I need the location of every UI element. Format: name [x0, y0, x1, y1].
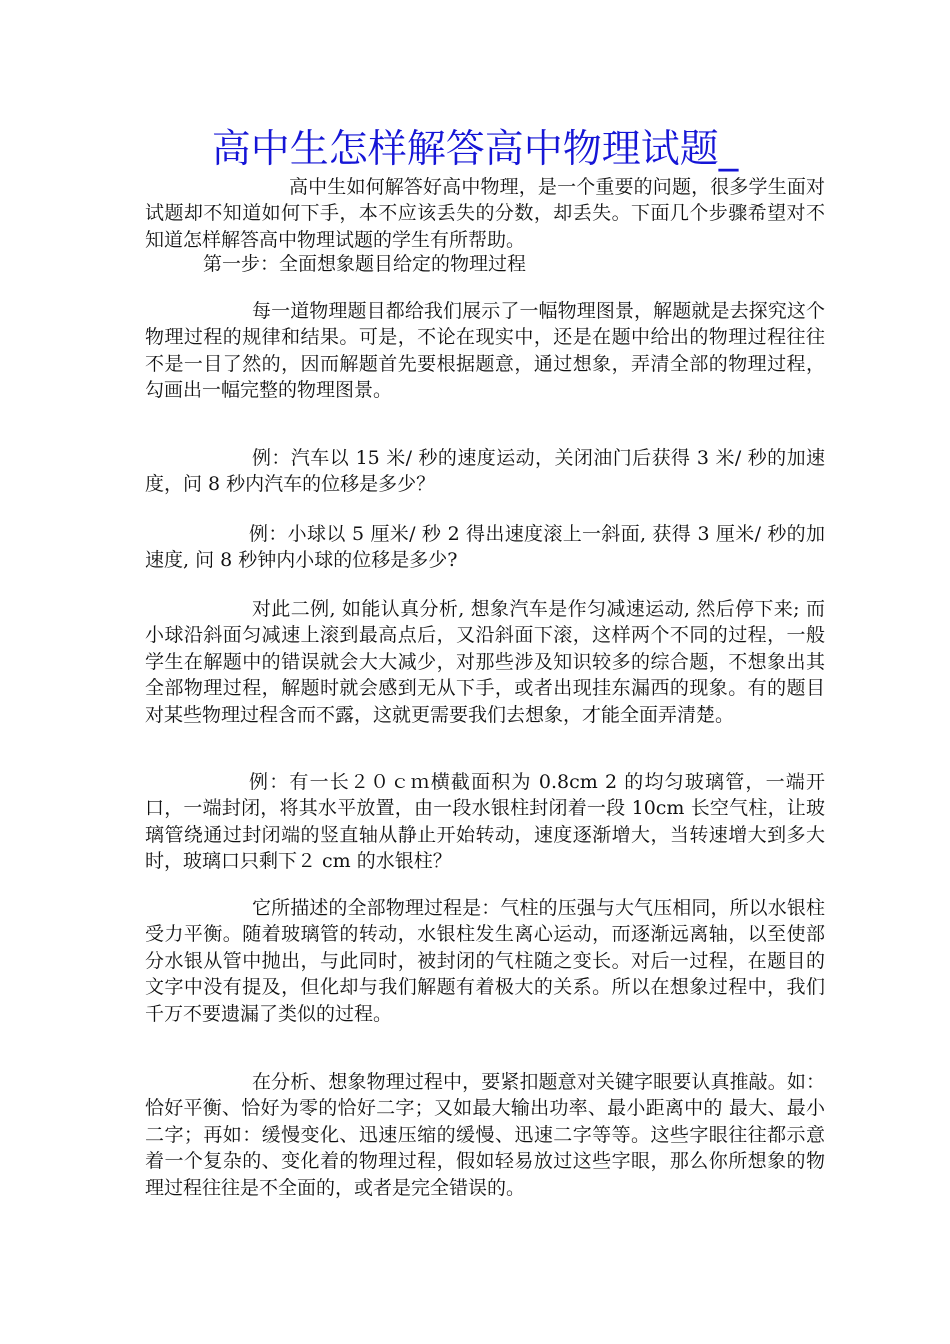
- process-description-paragraph: 它所描述的全部物理过程是：气柱的压强与大气压相同，所以水银柱受力平衡。随着玻璃管的转动，水银柱发生离心运动，而逐渐远离轴，以至使部分水银从管中抛出，与此同时，被封闭的气柱随之变长。对后一过程，在题目的文字中没有提及，但化却与我们解题有着极大的关系。所以在想象过程中，我们千万不要遗漏了类似的过程。: [145, 897, 825, 1025]
- intro-paragraph: 高中生如何解答好高中物理，是一个重要的问题，很多学生面对试题却不知道如何下手，本不应该丢失的分数，却丢失。下面几个步骤希望对不知道怎样解答高中物理试题的学生有所帮助。: [145, 176, 825, 251]
- example-car-paragraph: 例：汽车以 15 米/ 秒的速度运动，关闭油门后获得 3 米/ 秒的加速度，问 8 秒内汽车的位移是多少？: [145, 447, 825, 496]
- keywords-paragraph: 在分析、想象物理过程中，要紧扣题意对关键字眼要认真推敲。如：恰好平衡、恰好为零的恰好二字；又如最大输出功率、最小距离中的 最大、最小二字；再如：缓慢变化、迅速压缩的缓慢、迅速二字等等。这些字眼往往都示意着一个复杂的、变化着的物理过程，假如轻易放过这些字眼，那么你所想象的物理过程往往是不全面的，或者是完全错误的。: [145, 1071, 825, 1199]
- example-ball-paragraph: 例：小球以 5 厘米/ 秒 2 得出速度滚上一斜面, 获得 3 厘米/ 秒的加速度, 问 8 秒钟内小球的位移是多少?: [145, 523, 825, 572]
- body-paragraph: 每一道物理题目都给我们展示了一幅物理图景，解题就是去探究这个物理过程的规律和结果。可是，不论在现实中，还是在题中给出的物理过程往往不是一目了然的，因而解题首先要根据题意，通过想象，弄清全部的物理过程，勾画出一幅完整的物理图景。: [145, 300, 825, 402]
- document-title: 高中生怎样解答高中物理试题_: [211, 127, 739, 172]
- analysis-paragraph: 对此二例, 如能认真分析, 想象汽车是作匀减速运动, 然后停下来; 而小球沿斜面匀减速上滚到最高点后，又沿斜面下滚，这样两个不同的过程，一般学生在解题中的错误就会大大减少，对那些涉及知识较多的综合题，不想象出其全部物理过程，解题时就会感到无从下手，或者出现挂东漏西的现象。有的题目对某些物理过程含而不露，这就更需要我们去想象，才能全面弄清楚。: [145, 598, 825, 726]
- step-one-heading: 第一步：全面想象题目给定的物理过程: [203, 253, 527, 275]
- example-tube-paragraph: 例：有一长２０ｃｍ横截面积为 0.8cm 2 的均匀玻璃管，一端开口，一端封闭，将其水平放置，由一段水银柱封闭着一段 10cm 长空气柱，让玻璃管绕通过封闭端的竖直轴从静止开始转动，速度逐渐增大，当转速增大到多大时，玻璃口只剩下２ cm 的水银柱？: [145, 771, 825, 873]
